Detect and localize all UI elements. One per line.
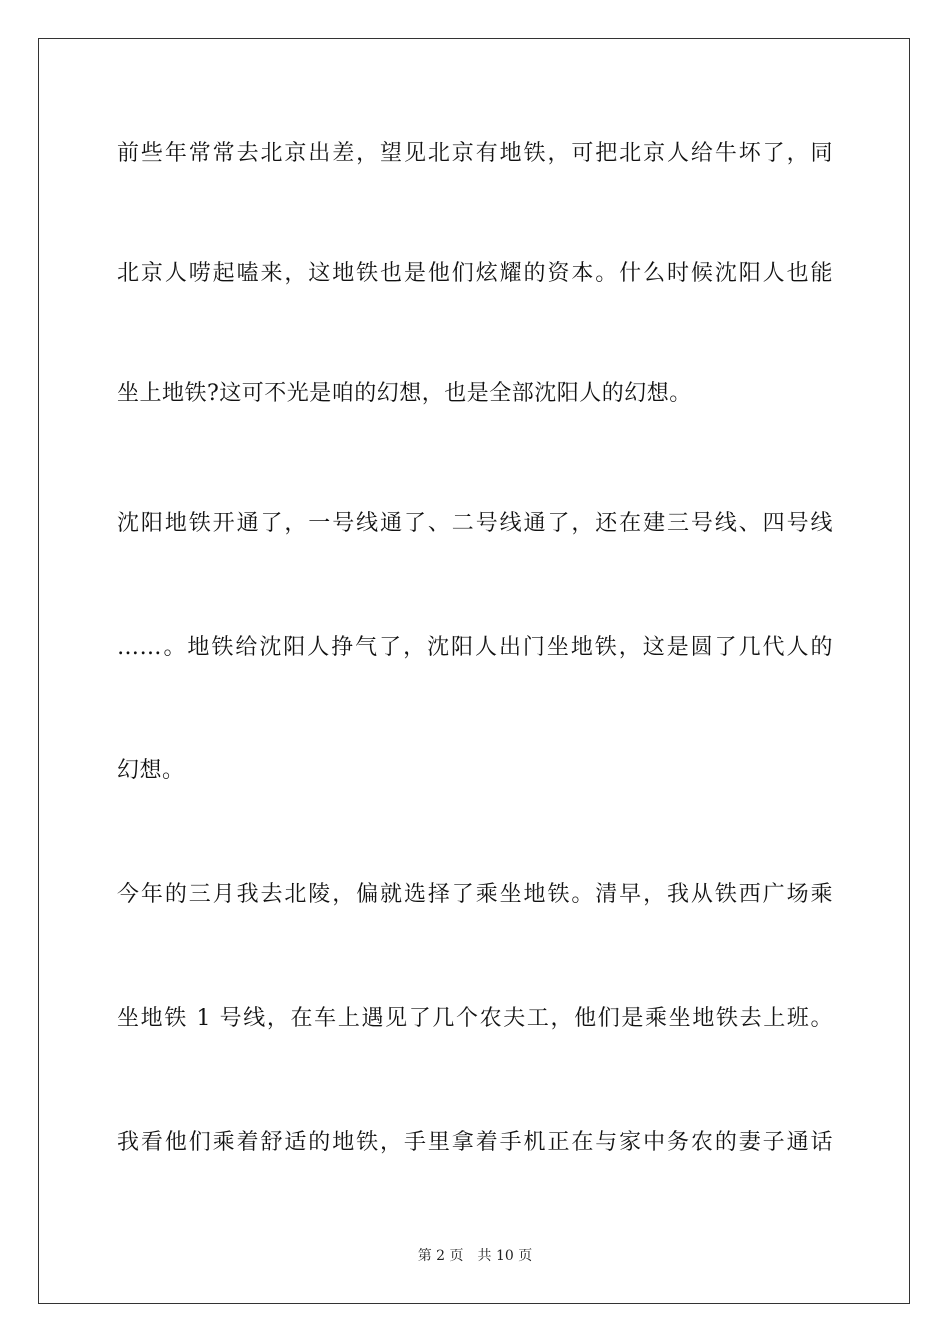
page-border (38, 38, 910, 1304)
text-line: 沈阳地铁开通了，一号线通了、二号线通了，还在建三号线、四号线 (117, 511, 833, 536)
text-line: 前些年常常去北京出差，望见北京有地铁，可把北京人给牛坏了，同 (117, 141, 833, 166)
text-line: 幻想。 (117, 758, 185, 783)
text-line: 坐上地铁?这可不光是咱的幻想，也是全部沈阳人的幻想。 (117, 381, 692, 406)
text-line: 我看他们乘着舒适的地铁，手里拿着手机正在与家中务农的妻子通话 (117, 1130, 833, 1155)
page-total: 共 10 页 (477, 1248, 533, 1264)
page-footer (0, 1246, 950, 1266)
text-line: 北京人唠起嗑来，这地铁也是他们炫耀的资本。什么时候沈阳人也能 (117, 261, 833, 286)
page-number: 第 2 页 (417, 1248, 464, 1264)
text-line: ……。地铁给沈阳人挣气了，沈阳人出门坐地铁，这是圆了几代人的 (117, 635, 833, 660)
text-line: 今年的三月我去北陵，偏就选择了乘坐地铁。清早，我从铁西广场乘 (117, 882, 833, 907)
text-line: 坐地铁 1 号线，在车上遇见了几个农夫工，他们是乘坐地铁去上班。 (117, 1006, 833, 1031)
